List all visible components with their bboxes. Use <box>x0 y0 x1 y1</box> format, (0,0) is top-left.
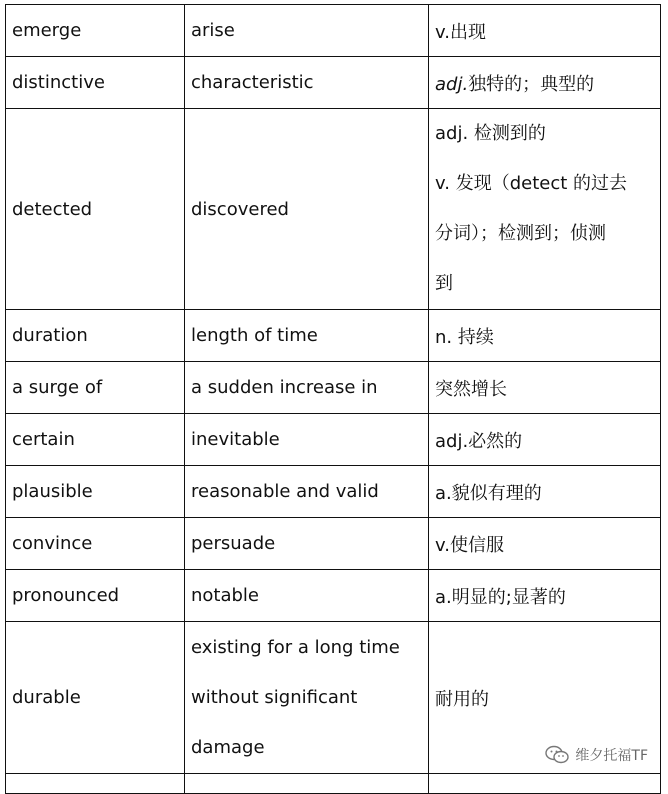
meaning-cell: adj.必然的 <box>429 414 661 466</box>
synonym-cell: discovered <box>185 109 429 310</box>
synonym-line: existing for a long time <box>191 636 400 658</box>
part-of-speech: adj. <box>435 73 469 95</box>
table-row <box>6 466 661 518</box>
table-row <box>6 518 661 570</box>
meaning-cell: 耐用的 <box>429 622 661 774</box>
table-row <box>6 57 661 109</box>
word-cell: detected <box>6 109 185 310</box>
synonym-cell: arise <box>185 5 429 57</box>
meaning-cell: a.貌似有理的 <box>429 466 661 518</box>
meaning-cell: n. 持续 <box>429 310 661 362</box>
watermark-text: 维夕托福TF <box>575 748 648 764</box>
word-cell: durable <box>6 622 185 774</box>
table-row <box>6 570 661 622</box>
wechat-icon <box>545 745 569 765</box>
meaning-text: 独特的；典型的 <box>468 73 595 95</box>
meaning-line: 到 <box>435 273 453 294</box>
word-cell: plausible <box>6 466 185 518</box>
meaning-cell: v.使信服 <box>429 518 661 570</box>
synonym-cell: inevitable <box>185 414 429 466</box>
word-cell: duration <box>6 310 185 362</box>
meaning-cell <box>429 109 661 310</box>
synonym-cell: notable <box>185 570 429 622</box>
synonym-cell: persuade <box>185 518 429 570</box>
table-row <box>6 362 661 414</box>
word-cell: convince <box>6 518 185 570</box>
table-row <box>6 109 661 310</box>
word-cell: pronounced <box>6 570 185 622</box>
synonym-cell: length of time <box>185 310 429 362</box>
synonym-line: without significant <box>191 686 358 708</box>
table-row <box>6 310 661 362</box>
synonym-cell <box>185 622 429 774</box>
synonym-cell: characteristic <box>185 57 429 109</box>
word-cell: emerge <box>6 5 185 57</box>
meaning-cell: v.出现 <box>429 5 661 57</box>
meaning-line: adj. 检测到的 <box>435 123 546 144</box>
word-cell: certain <box>6 414 185 466</box>
table-row <box>6 5 661 57</box>
meaning-cell: 突然增长 <box>429 362 661 414</box>
vocabulary-table <box>5 4 661 794</box>
synonym-cell: a sudden increase in <box>185 362 429 414</box>
meaning-line: v. 发现（detect 的过去 <box>435 173 628 194</box>
meaning-line: 分词）；检测到；侦测 <box>435 223 606 244</box>
meaning-cell <box>429 57 661 109</box>
meaning-cell: a.明显的;显著的 <box>429 570 661 622</box>
word-cell: a surge of <box>6 362 185 414</box>
word-cell: distinctive <box>6 57 185 109</box>
synonym-line: damage <box>191 736 265 758</box>
table-row <box>6 414 661 466</box>
watermark <box>543 745 650 765</box>
synonym-cell: reasonable and valid <box>185 466 429 518</box>
